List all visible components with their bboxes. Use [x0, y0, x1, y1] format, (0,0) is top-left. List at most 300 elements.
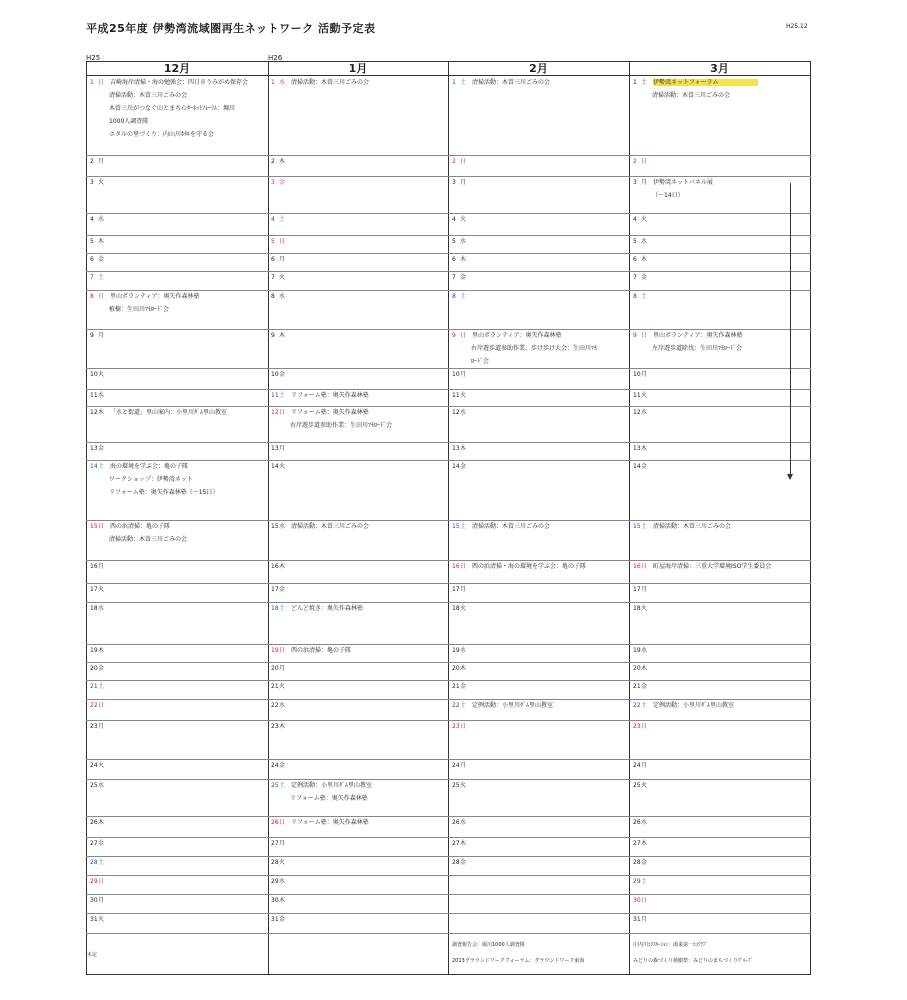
- weekday-label: 水: [279, 702, 286, 709]
- day-cell-dec-20: [90, 664, 262, 674]
- day-cell-mar-11: [633, 391, 805, 401]
- weekday-label: 金: [279, 371, 286, 378]
- row-divider: [86, 442, 811, 443]
- day-cell-dec-12: [90, 408, 262, 418]
- weekday-label: 月: [460, 586, 467, 593]
- weekday-label: 金: [98, 256, 105, 263]
- day-cell-dec-11: [90, 391, 262, 401]
- day-number: 17: [90, 586, 98, 593]
- event-text: 定例活動：小里川ﾀﾞﾑ里山教室: [291, 782, 373, 789]
- day-number: 16: [90, 563, 98, 570]
- weekday-label: 水: [279, 293, 286, 300]
- day-cell-mar-2: [633, 157, 805, 167]
- weekday-label: 土: [279, 605, 286, 612]
- day-cell-mar-17: [633, 585, 805, 595]
- day-cell-feb-25: [452, 781, 624, 791]
- day-number: 29: [633, 878, 641, 885]
- weekday-label: 月: [279, 256, 286, 263]
- day-cell-dec-2: [90, 157, 262, 167]
- weekday-label: 日: [641, 897, 648, 904]
- day-number: 23: [452, 723, 460, 730]
- day-cell-jan-2: [271, 157, 443, 167]
- day-cell-feb-6: [452, 255, 624, 265]
- footer-undecided-label: 未定: [87, 952, 98, 958]
- day-cell-mar-26: [633, 818, 805, 828]
- day-cell-feb-21: [452, 682, 624, 692]
- day-number: 25: [633, 782, 641, 789]
- weekday-label: 金: [98, 665, 105, 672]
- day-number: 28: [633, 859, 641, 866]
- event-text: 町屋海岸清掃：三重大学環境ISO学生委員会: [653, 563, 772, 570]
- day-number: 4: [633, 216, 637, 223]
- event-text: 右岸遊歩道参助作業：生田川ﾏﾓﾛｰﾄﾞ会: [290, 422, 393, 429]
- event-text: 木曽三川がつなぐ山とまちｲﾝﾀｰﾈｯﾄﾌｫｰﾗﾑ：堀川: [109, 105, 236, 112]
- event-text: どんど焼き：奥矢作森林塾: [291, 605, 364, 612]
- day-cell-dec-21: [90, 682, 262, 692]
- day-number: 2: [271, 158, 275, 165]
- day-number: 20: [452, 665, 460, 672]
- day-number: 16: [633, 563, 641, 570]
- day-cell-mar-27: [633, 839, 805, 849]
- day-cell-jan-8: [271, 292, 443, 302]
- day-number: 21: [452, 683, 460, 690]
- weekday-label: 日: [279, 409, 286, 416]
- event-text: 西の浜清掃：亀の子隊: [291, 647, 352, 654]
- day-cell-jan-31: [271, 915, 443, 925]
- day-number: 15: [633, 523, 641, 530]
- day-cell-dec-18: [90, 604, 262, 614]
- day-cell-dec-31: [90, 915, 262, 925]
- weekday-label: 火: [279, 683, 286, 690]
- event-text: リフォーム塾：奥矢作森林塾: [291, 409, 369, 416]
- weekday-label: 木: [460, 445, 467, 452]
- day-cell-jan-4: [271, 215, 443, 225]
- row-divider: [86, 583, 811, 584]
- day-number: 13: [271, 445, 279, 452]
- weekday-label: 月: [460, 762, 467, 769]
- weekday-label: 火: [98, 916, 105, 923]
- row-divider: [86, 368, 811, 369]
- day-cell-feb-1: [452, 78, 624, 88]
- weekday-label: 火: [98, 762, 105, 769]
- day-cell-feb-19: [452, 646, 624, 656]
- row-divider: [86, 856, 811, 857]
- day-number: 11: [452, 392, 460, 399]
- event-text: 吉崎海岸清掃・海の勉強会：四日市うみがめ保存会: [110, 79, 249, 86]
- day-cell-dec-7: [90, 273, 262, 283]
- day-cell-mar-1: [633, 78, 805, 101]
- day-cell-dec-5: [90, 237, 262, 247]
- day-cell-jan-15: [271, 522, 443, 532]
- weekday-label: 土: [460, 79, 467, 86]
- row-divider: [86, 602, 811, 603]
- day-cell-dec-30: [90, 896, 262, 906]
- event-text: 定例活動：小里川ﾀﾞﾑ里山教室: [653, 702, 735, 709]
- weekday-label: 土: [98, 274, 105, 281]
- day-number: 28: [271, 859, 279, 866]
- day-cell-mar-25: [633, 781, 805, 791]
- day-number: 3: [90, 179, 94, 186]
- event-text: 清掃活動：木曽三川ごみの会: [291, 523, 370, 530]
- day-number: 2: [90, 158, 94, 165]
- event-text: 清掃活動：木曽三川ごみの会: [472, 79, 551, 86]
- day-number: 9: [633, 332, 637, 339]
- day-number: 8: [271, 293, 275, 300]
- weekday-label: 水: [98, 782, 105, 789]
- day-number: 26: [271, 819, 279, 826]
- day-cell-dec-28: [90, 858, 262, 868]
- row-divider: [86, 875, 811, 876]
- month-header-january: 1月: [268, 61, 448, 76]
- weekday-label: 金: [279, 179, 286, 186]
- year-label-h25: H25: [86, 54, 101, 62]
- weekday-label: 土: [98, 463, 105, 470]
- day-number: 25: [90, 782, 98, 789]
- weekday-label: 日: [98, 79, 105, 86]
- weekday-label: 月: [641, 371, 648, 378]
- day-number: 18: [90, 605, 98, 612]
- day-cell-feb-26: [452, 818, 624, 828]
- day-cell-dec-8: [90, 292, 262, 315]
- day-number: 27: [452, 840, 460, 847]
- day-cell-jan-12: [271, 408, 443, 431]
- day-cell-jan-5: [271, 237, 443, 247]
- day-cell-feb-8: [452, 292, 624, 302]
- weekday-label: 水: [641, 238, 648, 245]
- weekday-label: 月: [98, 723, 105, 730]
- day-number: 6: [452, 256, 456, 263]
- event-text: （～14日）: [652, 192, 684, 199]
- month-header-february: 2月: [448, 61, 629, 76]
- weekday-label: 月: [279, 445, 286, 452]
- weekday-label: 土: [279, 216, 286, 223]
- weekday-label: 月: [460, 179, 467, 186]
- row-divider: [86, 406, 811, 407]
- event-text: リフォーム塾：奥矢作森林塾: [291, 392, 369, 399]
- day-cell-mar-9: [633, 331, 805, 354]
- weekday-label: 日: [279, 647, 286, 654]
- weekday-label: 木: [279, 897, 286, 904]
- event-text: 海の環境を学ぶ会：亀の子隊: [110, 463, 189, 470]
- day-number: 10: [271, 371, 279, 378]
- day-number: 5: [633, 238, 637, 245]
- weekday-label: 火: [279, 463, 286, 470]
- day-cell-mar-15: [633, 522, 805, 532]
- day-cell-feb-17: [452, 585, 624, 595]
- day-number: 22: [633, 702, 641, 709]
- day-number: 3: [271, 179, 275, 186]
- day-number: 12: [633, 409, 641, 416]
- day-number: 25: [452, 782, 460, 789]
- day-number: 18: [633, 605, 641, 612]
- day-cell-jan-25: [271, 781, 443, 804]
- day-cell-feb-18: [452, 604, 624, 614]
- weekday-label: 土: [641, 702, 648, 709]
- event-text: 清掃活動：木曽三川ごみの会: [652, 92, 731, 99]
- day-number: 26: [633, 819, 641, 826]
- day-number: 4: [90, 216, 94, 223]
- day-cell-dec-27: [90, 839, 262, 849]
- day-number: 11: [271, 392, 279, 399]
- day-cell-jan-6: [271, 255, 443, 265]
- weekday-label: 火: [641, 782, 648, 789]
- weekday-label: 日: [460, 158, 467, 165]
- event-text: リフォーム塾：奥矢作森林塾: [291, 819, 369, 826]
- day-number: 7: [452, 274, 456, 281]
- day-number: 14: [271, 463, 279, 470]
- day-number: 24: [452, 762, 460, 769]
- day-cell-mar-16: [633, 562, 805, 572]
- day-cell-mar-22: [633, 701, 805, 711]
- day-cell-dec-17: [90, 585, 262, 595]
- day-number: 10: [452, 371, 460, 378]
- weekday-label: 木: [98, 409, 105, 416]
- day-number: 25: [271, 782, 279, 789]
- row-divider: [86, 759, 811, 760]
- weekday-label: 土: [641, 293, 648, 300]
- weekday-label: 木: [98, 819, 105, 826]
- day-number: 20: [271, 665, 279, 672]
- day-number: 3: [633, 179, 637, 186]
- event-text: 伊勢湾ネットフォーラム: [653, 79, 758, 86]
- weekday-label: 日: [460, 723, 467, 730]
- event-text: 植樹：生田川ﾏﾓﾛｰﾄﾞ会: [109, 306, 170, 313]
- day-number: 1: [452, 79, 456, 86]
- day-cell-dec-15: [90, 522, 262, 545]
- day-number: 26: [90, 819, 98, 826]
- day-number: 23: [271, 723, 279, 730]
- weekday-label: 月: [98, 332, 105, 339]
- month-header-march: 3月: [629, 61, 810, 76]
- day-cell-jan-22: [271, 701, 443, 711]
- day-cell-jan-1: [271, 78, 443, 88]
- day-cell-feb-28: [452, 858, 624, 868]
- row-divider: [86, 913, 811, 914]
- weekday-label: 日: [641, 158, 648, 165]
- day-cell-jan-11: [271, 391, 443, 401]
- weekday-label: 水: [98, 216, 105, 223]
- day-cell-mar-18: [633, 604, 805, 614]
- day-number: 29: [90, 878, 98, 885]
- day-cell-feb-23: [452, 722, 624, 732]
- weekday-label: 木: [641, 665, 648, 672]
- day-cell-feb-31: [452, 915, 624, 925]
- day-number: 5: [452, 238, 456, 245]
- weekday-label: 日: [641, 723, 648, 730]
- day-number: 28: [452, 859, 460, 866]
- event-text: ﾛｰﾄﾞ会: [471, 358, 490, 365]
- day-cell-mar-3: [633, 178, 805, 201]
- event-text: 西の浜清掃・海の環境を学ぶ会：亀の子隊: [472, 563, 587, 570]
- event-text: 清掃活動：木曽三川ごみの会: [109, 92, 188, 99]
- day-number: 6: [633, 256, 637, 263]
- day-number: 20: [90, 665, 98, 672]
- march-period-arrow-line: [790, 183, 791, 475]
- day-cell-feb-15: [452, 522, 624, 532]
- day-cell-feb-27: [452, 839, 624, 849]
- day-number: 8: [452, 293, 456, 300]
- day-cell-dec-29: [90, 877, 262, 887]
- weekday-label: 土: [460, 293, 467, 300]
- month-header-december: 12月: [86, 61, 268, 76]
- footer-note-mar-2: みどりの森づくり植樹祭：みどりのまちづくりｸﾞﾙｰﾌﾟ: [633, 958, 753, 964]
- day-number: 12: [271, 409, 279, 416]
- weekday-label: 金: [460, 683, 467, 690]
- day-number: 30: [271, 897, 279, 904]
- day-number: 9: [271, 332, 275, 339]
- day-cell-jan-28: [271, 858, 443, 868]
- day-cell-dec-22: [90, 701, 262, 711]
- weekday-label: 月: [98, 563, 105, 570]
- weekday-label: 土: [98, 683, 105, 690]
- day-cell-jan-24: [271, 761, 443, 771]
- day-cell-dec-16: [90, 562, 262, 572]
- day-number: 7: [90, 274, 94, 281]
- day-cell-dec-19: [90, 646, 262, 656]
- day-cell-dec-26: [90, 818, 262, 828]
- day-cell-jan-10: [271, 370, 443, 380]
- event-text: 1000人調査隊: [109, 118, 149, 125]
- weekday-label: 日: [98, 878, 105, 885]
- weekday-label: 水: [279, 523, 286, 530]
- day-number: 22: [271, 702, 279, 709]
- weekday-label: 火: [279, 274, 286, 281]
- day-number: 15: [271, 523, 279, 530]
- weekday-label: 土: [98, 859, 105, 866]
- weekday-label: 火: [98, 371, 105, 378]
- day-number: 6: [271, 256, 275, 263]
- day-number: 30: [633, 897, 641, 904]
- weekday-label: 水: [641, 647, 648, 654]
- weekday-label: 日: [641, 332, 648, 339]
- day-number: 22: [452, 702, 460, 709]
- weekday-label: 日: [98, 293, 105, 300]
- row-divider: [86, 699, 811, 700]
- weekday-label: 金: [641, 683, 648, 690]
- weekday-label: 日: [641, 563, 648, 570]
- weekday-label: 水: [98, 605, 105, 612]
- weekday-label: 土: [279, 392, 286, 399]
- day-cell-jan-9: [271, 331, 443, 341]
- weekday-label: 月: [279, 665, 286, 672]
- weekday-label: 日: [279, 819, 286, 826]
- day-number: 27: [633, 840, 641, 847]
- day-cell-feb-14: [452, 462, 624, 472]
- day-number: 6: [90, 256, 94, 263]
- day-number: 17: [271, 586, 279, 593]
- day-cell-feb-16: [452, 562, 624, 572]
- day-cell-dec-4: [90, 215, 262, 225]
- day-cell-dec-6: [90, 255, 262, 265]
- row-divider: [86, 662, 811, 663]
- day-number: 8: [633, 293, 637, 300]
- day-number: 10: [90, 371, 98, 378]
- weekday-label: 木: [98, 238, 105, 245]
- day-cell-mar-5: [633, 237, 805, 247]
- day-cell-mar-8: [633, 292, 805, 302]
- event-text: 里山ボランティア：奥矢作森林塾: [472, 332, 562, 339]
- day-cell-mar-19: [633, 646, 805, 656]
- weekday-label: 火: [460, 782, 467, 789]
- arrow-down-icon: [787, 474, 793, 480]
- day-number: 31: [633, 916, 641, 923]
- day-number: 20: [633, 665, 641, 672]
- row-divider: [86, 271, 811, 272]
- weekday-label: 月: [460, 371, 467, 378]
- weekday-label: 金: [98, 445, 105, 452]
- day-cell-jan-23: [271, 722, 443, 732]
- event-text: 「水と街道」里山案内：小里川ﾀﾞﾑ里山教室: [110, 409, 228, 416]
- weekday-label: 水: [641, 409, 648, 416]
- day-cell-feb-30: [452, 896, 624, 906]
- day-cell-mar-4: [633, 215, 805, 225]
- day-number: 29: [271, 878, 279, 885]
- year-label-h26: H26: [268, 54, 283, 62]
- day-number: 14: [633, 463, 641, 470]
- row-divider: [86, 720, 811, 721]
- weekday-label: 火: [98, 179, 105, 186]
- weekday-label: 水: [279, 79, 286, 86]
- weekday-label: 水: [641, 819, 648, 826]
- day-cell-jan-20: [271, 664, 443, 674]
- weekday-label: 日: [460, 563, 467, 570]
- day-number: 24: [271, 762, 279, 769]
- day-cell-jan-29: [271, 877, 443, 887]
- row-divider: [86, 644, 811, 645]
- weekday-label: 火: [460, 392, 467, 399]
- day-number: 30: [90, 897, 98, 904]
- row-divider: [86, 460, 811, 461]
- document-date: H25.12: [786, 23, 808, 30]
- day-number: 14: [90, 463, 98, 470]
- day-cell-mar-12: [633, 408, 805, 418]
- day-number: 23: [90, 723, 98, 730]
- weekday-label: 土: [641, 523, 648, 530]
- day-cell-jan-19: [271, 646, 443, 656]
- weekday-label: 金: [98, 840, 105, 847]
- weekday-label: 月: [98, 897, 105, 904]
- day-cell-feb-20: [452, 664, 624, 674]
- weekday-label: 土: [279, 782, 286, 789]
- day-number: 27: [271, 840, 279, 847]
- day-cell-feb-2: [452, 157, 624, 167]
- day-number: 17: [633, 586, 641, 593]
- weekday-label: 水: [279, 878, 286, 885]
- day-number: 28: [90, 859, 98, 866]
- day-cell-mar-10: [633, 370, 805, 380]
- weekday-label: 木: [460, 256, 467, 263]
- day-cell-feb-29: [452, 877, 624, 887]
- day-number: 13: [452, 445, 460, 452]
- day-number: 13: [90, 445, 98, 452]
- day-number: 16: [452, 563, 460, 570]
- weekday-label: 土: [641, 79, 648, 86]
- day-number: 16: [271, 563, 279, 570]
- event-text: リフォーム塾：奥矢作森林塾: [290, 795, 368, 802]
- weekday-label: 木: [279, 563, 286, 570]
- weekday-label: 金: [279, 916, 286, 923]
- row-divider: [86, 779, 811, 780]
- day-cell-feb-13: [452, 444, 624, 454]
- day-number: 9: [452, 332, 456, 339]
- weekday-label: 水: [460, 238, 467, 245]
- day-cell-feb-9: [452, 331, 624, 367]
- day-number: 19: [90, 647, 98, 654]
- day-number: 5: [90, 238, 94, 245]
- day-number: 19: [452, 647, 460, 654]
- day-cell-jan-27: [271, 839, 443, 849]
- day-number: 13: [633, 445, 641, 452]
